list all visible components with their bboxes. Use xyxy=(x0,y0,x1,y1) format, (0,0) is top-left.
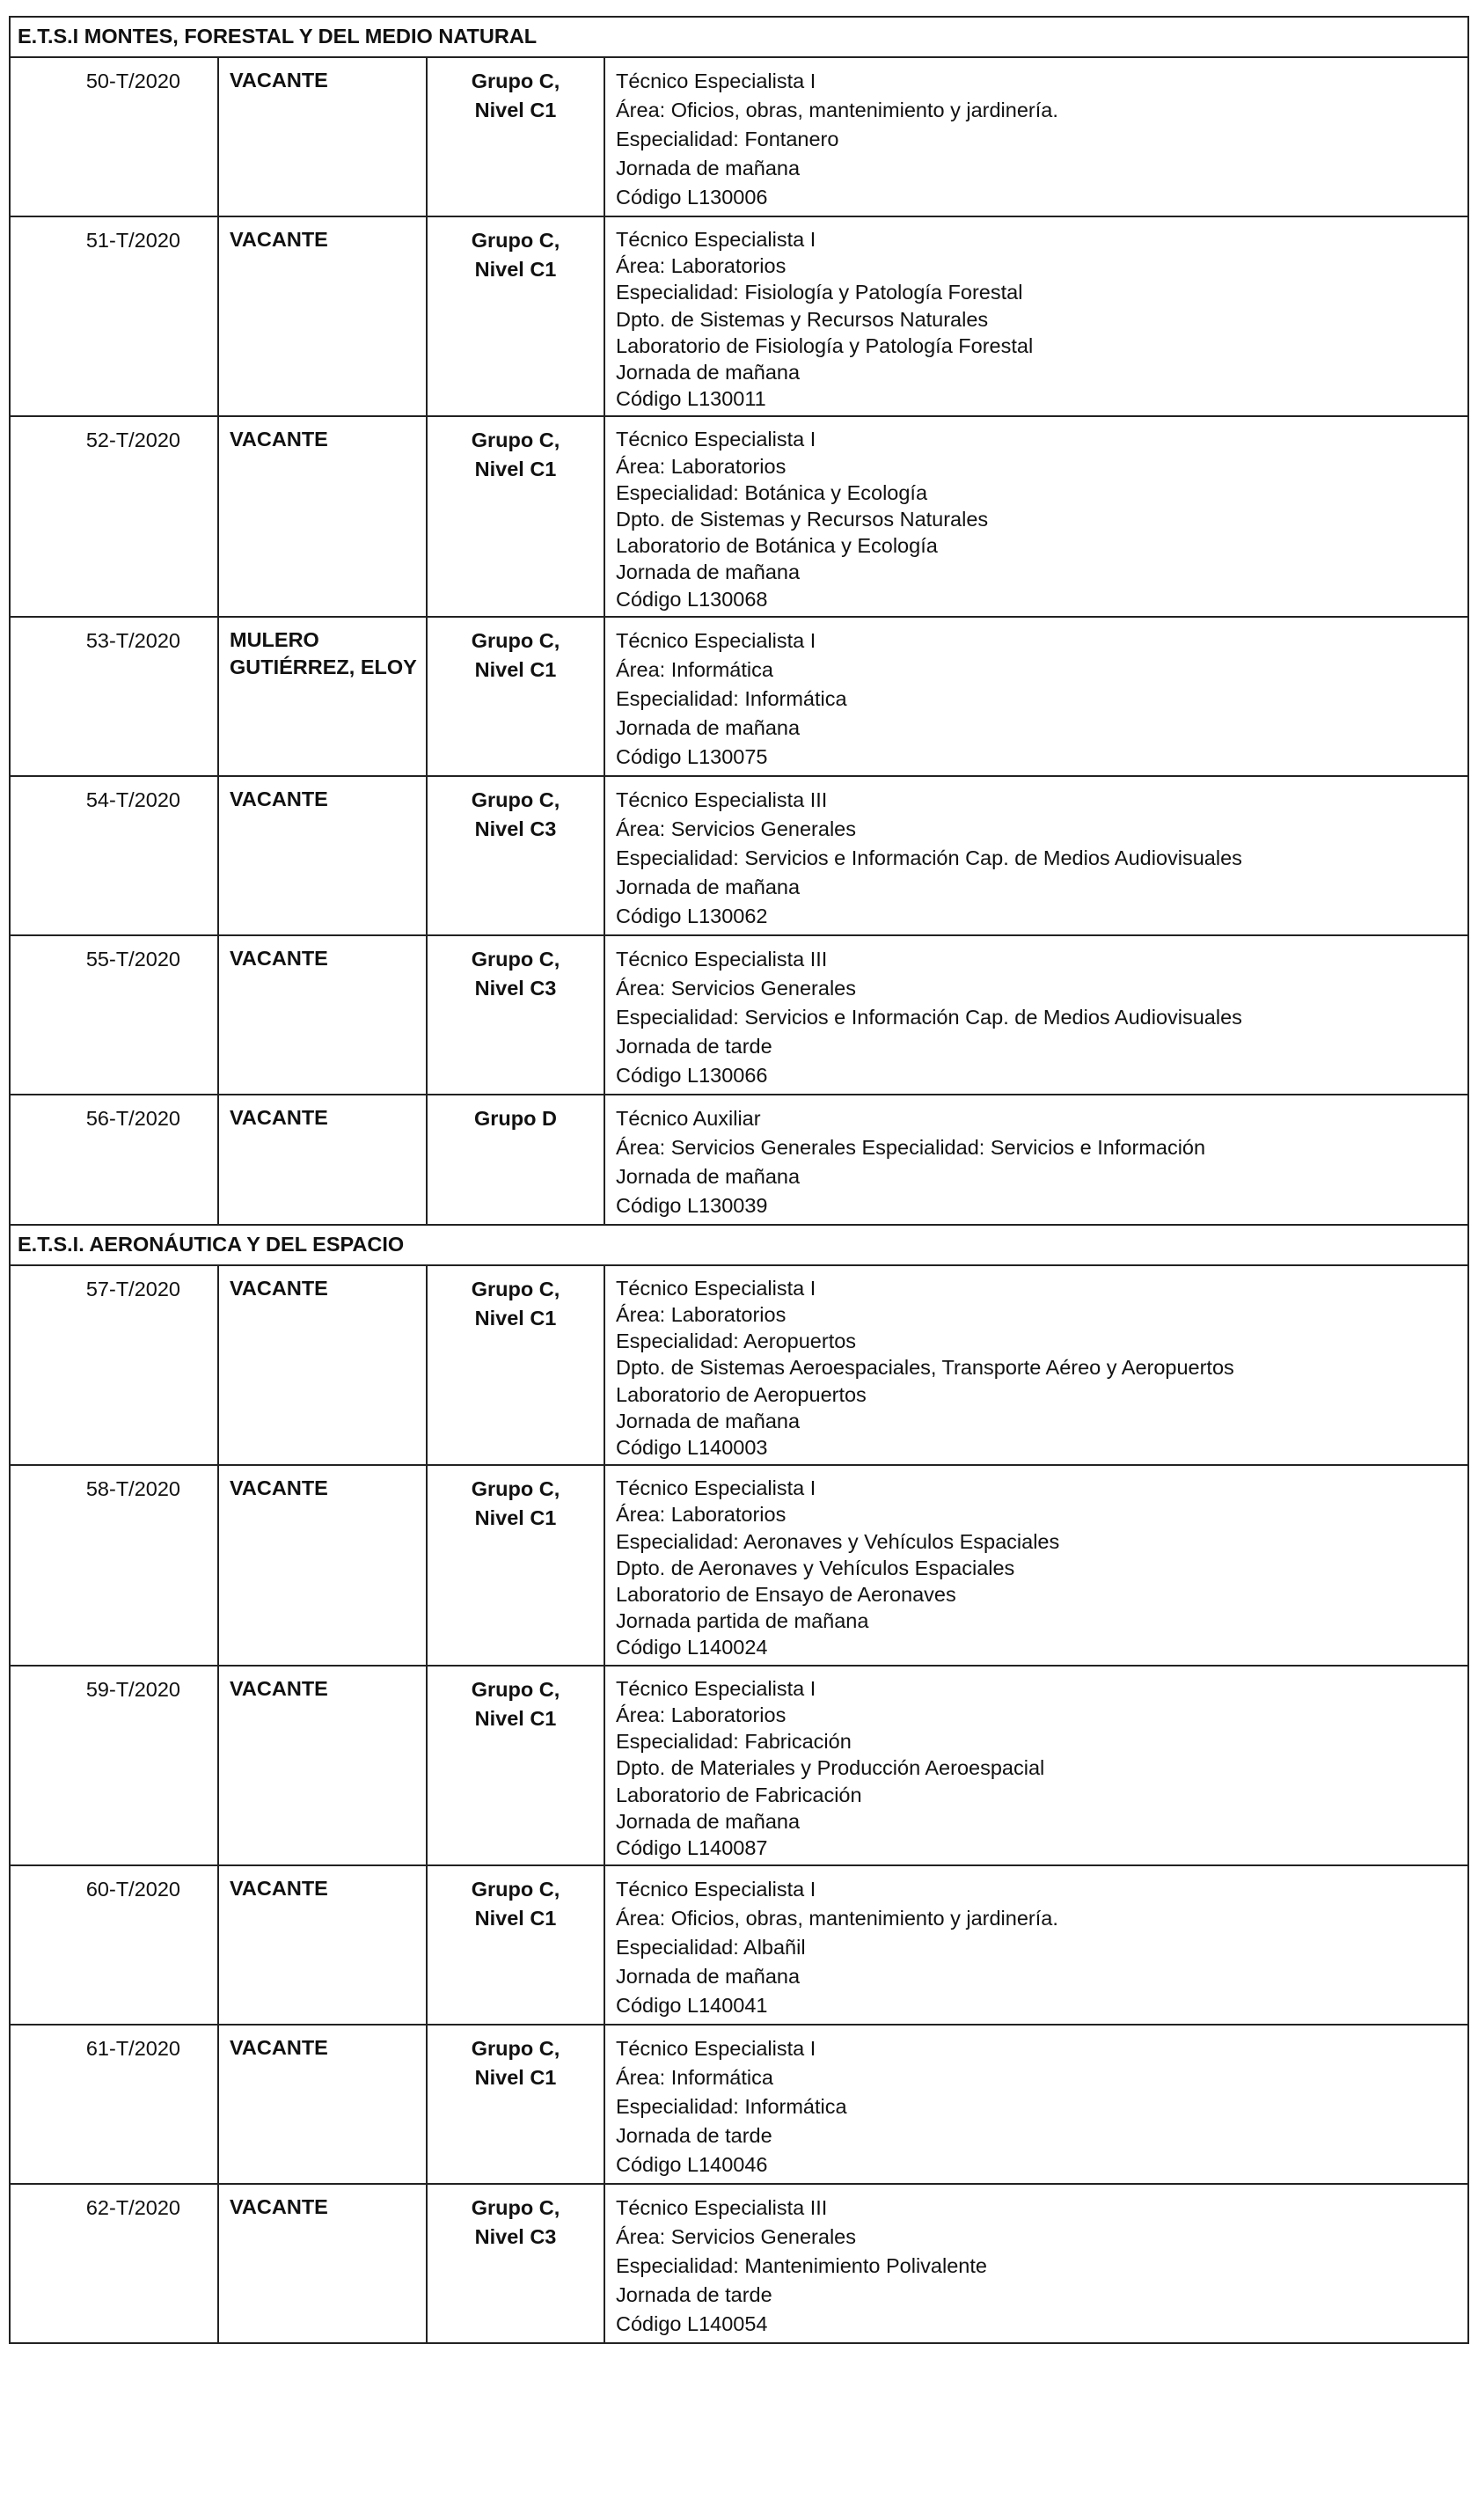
group-line: Nivel C1 xyxy=(474,99,557,121)
detail-line: Especialidad: Fontanero xyxy=(616,128,839,150)
position-code: 60-T/2020 xyxy=(10,1865,218,2025)
detail-line: Código L140024 xyxy=(616,1636,768,1659)
detail-line: Área: Laboratorios xyxy=(616,1503,787,1527)
detail-line: Código L140046 xyxy=(616,2153,768,2177)
detail-line: Área: Laboratorios xyxy=(616,1703,787,1726)
holder-name: VACANTE xyxy=(218,1095,427,1225)
detail-line: Jornada de mañana xyxy=(616,157,801,179)
position-code: 53-T/2020 xyxy=(10,617,218,776)
positions-table xyxy=(9,16,1469,2344)
detail-line: Área: Laboratorios xyxy=(616,254,787,278)
table-row xyxy=(10,1865,1468,2025)
detail-line: Especialidad: Servicios e Información Cap. de Medios Audiovisuales xyxy=(616,846,1242,869)
holder-name: VACANTE xyxy=(218,57,427,216)
position-details xyxy=(604,57,1468,216)
group-level xyxy=(427,776,604,935)
detail-line: Jornada de mañana xyxy=(616,1809,801,1833)
position-code: 57-T/2020 xyxy=(10,1265,218,1465)
table-row xyxy=(10,1265,1468,1465)
detail-line: Área: Informática xyxy=(616,657,773,681)
table-row xyxy=(10,216,1468,416)
detail-line: Especialidad: Servicios e Información Cap. de Medios Audiovisuales xyxy=(616,1005,1242,1029)
group-line: Grupo C, xyxy=(471,1878,560,1901)
group-level xyxy=(427,216,604,416)
group-line: Grupo C, xyxy=(471,1277,560,1300)
group-line: Nivel C1 xyxy=(474,657,557,681)
holder-name: VACANTE xyxy=(218,1865,427,2025)
detail-line: Código L140041 xyxy=(616,1994,768,2018)
detail-line: Laboratorio de Fisiología y Patología Forestal xyxy=(616,333,1034,357)
table-row xyxy=(10,1465,1468,1665)
group-line: Nivel C3 xyxy=(474,976,557,1000)
group-line: Grupo C, xyxy=(471,947,560,971)
group-level xyxy=(427,416,604,616)
position-details xyxy=(604,617,1468,776)
table-row xyxy=(10,416,1468,616)
position-code: 62-T/2020 xyxy=(10,2184,218,2343)
holder-name: VACANTE xyxy=(218,1465,427,1665)
detail-line: Laboratorio de Botánica y Ecología xyxy=(616,534,938,558)
holder-name: VACANTE xyxy=(218,1265,427,1465)
detail-line: Especialidad: Aeropuertos xyxy=(616,1330,857,1353)
detail-line: Técnico Especialista I xyxy=(616,228,816,251)
position-details xyxy=(604,935,1468,1095)
group-line: Nivel C1 xyxy=(474,2066,557,2090)
group-line: Nivel C1 xyxy=(474,1907,557,1930)
table-row xyxy=(10,1666,1468,1865)
detail-line: Técnico Especialista I xyxy=(616,2037,816,2061)
detail-line: Área: Oficios, obras, mantenimiento y jardinería. xyxy=(616,99,1058,121)
detail-line: Código L130039 xyxy=(616,1193,768,1217)
position-code: 50-T/2020 xyxy=(10,57,218,216)
detail-line: Técnico Especialista I xyxy=(616,1676,816,1700)
position-code: 54-T/2020 xyxy=(10,776,218,935)
detail-line: Técnico Especialista I xyxy=(616,1878,816,1901)
detail-line: Técnico Auxiliar xyxy=(616,1106,761,1130)
table-row xyxy=(10,776,1468,935)
position-code: 61-T/2020 xyxy=(10,2025,218,2184)
detail-line: Técnico Especialista I xyxy=(616,1476,816,1500)
position-code: 52-T/2020 xyxy=(10,416,218,616)
group-line: Grupo C, xyxy=(471,1677,560,1701)
detail-line: Código L140054 xyxy=(616,2312,768,2336)
detail-line: Especialidad: Albañil xyxy=(616,1936,806,1960)
position-code: 58-T/2020 xyxy=(10,1465,218,1665)
detail-line: Código L140087 xyxy=(616,1835,768,1859)
detail-line: Especialidad: Fabricación xyxy=(616,1730,852,1754)
position-details xyxy=(604,216,1468,416)
group-line: Nivel C1 xyxy=(474,1506,557,1530)
detail-line: Jornada de mañana xyxy=(616,1409,801,1432)
group-level xyxy=(427,1465,604,1665)
detail-line: Dpto. de Aeronaves y Vehículos Espaciales xyxy=(616,1556,1015,1579)
document-page xyxy=(9,16,1467,2344)
table-row xyxy=(10,1095,1468,1225)
detail-line: Jornada partida de mañana xyxy=(616,1609,869,1633)
detail-line: Área: Informática xyxy=(616,2066,773,2090)
detail-line: Jornada de mañana xyxy=(616,361,801,385)
detail-line: Jornada de mañana xyxy=(616,715,801,739)
detail-line: Jornada de mañana xyxy=(616,875,801,898)
group-level xyxy=(427,2184,604,2343)
table-row xyxy=(10,57,1468,216)
group-level xyxy=(427,617,604,776)
position-details xyxy=(604,416,1468,616)
holder-name: VACANTE xyxy=(218,416,427,616)
group-line: Grupo C, xyxy=(471,1477,560,1501)
position-details xyxy=(604,1666,1468,1865)
detail-line: Área: Oficios, obras, mantenimiento y jardinería. xyxy=(616,1907,1058,1930)
detail-line: Jornada de tarde xyxy=(616,1034,772,1058)
holder-name: VACANTE xyxy=(218,1666,427,1865)
group-line: Grupo C, xyxy=(471,2037,560,2061)
group-line: Grupo C, xyxy=(471,229,560,252)
detail-line: Código L130066 xyxy=(616,1063,768,1087)
section-title: E.T.S.I MONTES, FORESTAL Y DEL MEDIO NATURAL xyxy=(10,17,1468,57)
detail-line: Técnico Especialista III xyxy=(616,2196,828,2220)
group-line: Nivel C3 xyxy=(474,2225,557,2249)
position-details xyxy=(604,2184,1468,2343)
detail-line: Dpto. de Materiales y Producción Aeroespacial xyxy=(616,1756,1045,1780)
table-row xyxy=(10,935,1468,1095)
group-line: Nivel C1 xyxy=(474,1706,557,1730)
group-line: Grupo D xyxy=(474,1106,557,1130)
detail-line: Jornada de tarde xyxy=(616,2124,772,2148)
detail-line: Área: Servicios Generales xyxy=(616,976,856,1000)
position-details xyxy=(604,776,1468,935)
table-row xyxy=(10,617,1468,776)
group-level xyxy=(427,1666,604,1865)
position-details xyxy=(604,1095,1468,1225)
detail-line: Laboratorio de Aeropuertos xyxy=(616,1382,867,1406)
table-row xyxy=(10,2025,1468,2184)
detail-line: Código L130068 xyxy=(616,587,768,611)
group-line: Nivel C1 xyxy=(474,1306,557,1330)
section-header-row xyxy=(10,17,1468,57)
group-line: Nivel C1 xyxy=(474,258,557,281)
holder-name: VACANTE xyxy=(218,216,427,416)
group-line: Grupo C, xyxy=(471,788,560,811)
position-details xyxy=(604,2025,1468,2184)
group-line: Nivel C1 xyxy=(474,458,557,481)
holder-name: VACANTE xyxy=(218,2025,427,2184)
section-title: E.T.S.I. AERONÁUTICA Y DEL ESPACIO xyxy=(10,1225,1468,1265)
group-level xyxy=(427,1265,604,1465)
detail-line: Laboratorio de Ensayo de Aeronaves xyxy=(616,1583,956,1607)
detail-line: Jornada de mañana xyxy=(616,1164,801,1188)
section-header-row xyxy=(10,1225,1468,1265)
detail-line: Jornada de tarde xyxy=(616,2283,772,2307)
detail-line: Jornada de mañana xyxy=(616,1965,801,1989)
table-row xyxy=(10,2184,1468,2343)
group-level xyxy=(427,2025,604,2184)
detail-line: Laboratorio de Fabricación xyxy=(616,1783,862,1806)
detail-line: Técnico Especialista I xyxy=(616,628,816,652)
holder-name: VACANTE xyxy=(218,2184,427,2343)
detail-line: Código L140003 xyxy=(616,1436,768,1460)
group-line: Grupo C, xyxy=(471,70,560,92)
position-code: 56-T/2020 xyxy=(10,1095,218,1225)
detail-line: Técnico Especialista I xyxy=(616,428,816,451)
position-code: 51-T/2020 xyxy=(10,216,218,416)
detail-line: Dpto. de Sistemas Aeroespaciales, Transporte Aéreo y Aeropuertos xyxy=(616,1356,1234,1380)
detail-line: Especialidad: Mantenimiento Polivalente xyxy=(616,2254,987,2278)
detail-line: Técnico Especialista I xyxy=(616,1276,816,1300)
detail-line: Área: Servicios Generales xyxy=(616,817,856,840)
detail-line: Código L130006 xyxy=(616,186,768,209)
detail-line: Especialidad: Botánica y Ecología xyxy=(616,480,928,504)
detail-line: Código L130062 xyxy=(616,904,768,927)
position-details xyxy=(604,1265,1468,1465)
detail-line: Área: Laboratorios xyxy=(616,454,787,478)
detail-line: Código L130011 xyxy=(616,387,766,411)
group-line: Grupo C, xyxy=(471,2196,560,2220)
detail-line: Técnico Especialista I xyxy=(616,70,816,92)
group-line: Grupo C, xyxy=(471,628,560,652)
position-code: 55-T/2020 xyxy=(10,935,218,1095)
detail-line: Especialidad: Aeronaves y Vehículos Espaciales xyxy=(616,1529,1060,1553)
holder-name: MULERO GUTIÉRREZ, ELOY xyxy=(218,617,427,776)
detail-line: Área: Laboratorios xyxy=(616,1303,787,1327)
detail-line: Jornada de mañana xyxy=(616,560,801,584)
detail-line: Especialidad: Informática xyxy=(616,686,847,710)
holder-name: VACANTE xyxy=(218,935,427,1095)
group-level xyxy=(427,1865,604,2025)
detail-line: Especialidad: Fisiología y Patología Forestal xyxy=(616,281,1023,304)
position-code: 59-T/2020 xyxy=(10,1666,218,1865)
group-level xyxy=(427,57,604,216)
group-level xyxy=(427,935,604,1095)
group-line: Grupo C, xyxy=(471,429,560,452)
position-details xyxy=(604,1465,1468,1665)
detail-line: Técnico Especialista III xyxy=(616,788,828,811)
detail-line: Dpto. de Sistemas y Recursos Naturales xyxy=(616,307,989,331)
detail-line: Especialidad: Informática xyxy=(616,2095,847,2119)
group-line: Nivel C3 xyxy=(474,817,557,840)
detail-line: Área: Servicios Generales xyxy=(616,2225,856,2249)
detail-line: Área: Servicios Generales Especialidad: Servicios e Información xyxy=(616,1135,1206,1159)
position-details xyxy=(604,1865,1468,2025)
detail-line: Dpto. de Sistemas y Recursos Naturales xyxy=(616,508,989,531)
group-level xyxy=(427,1095,604,1225)
detail-line: Técnico Especialista III xyxy=(616,947,828,971)
holder-name: VACANTE xyxy=(218,776,427,935)
detail-line: Código L130075 xyxy=(616,744,768,768)
